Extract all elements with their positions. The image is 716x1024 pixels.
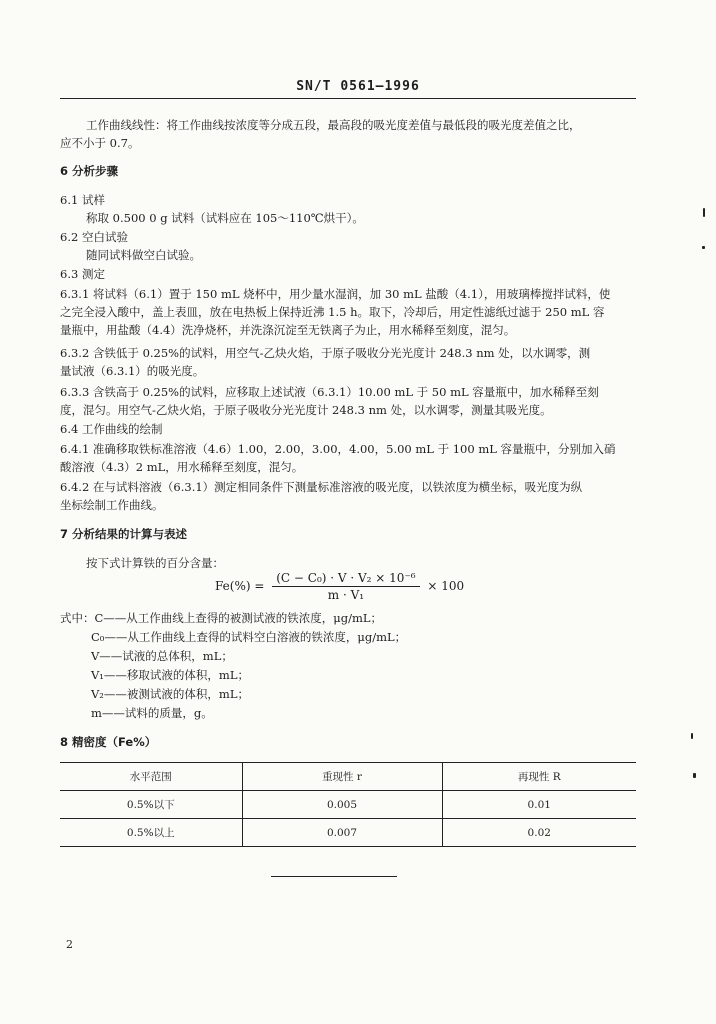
formula-def-v2: V₂——被测试液的体积，mL； — [91, 687, 249, 701]
scan-speck — [693, 773, 696, 778]
section-6-2-title: 6.2 空白试验 — [60, 230, 128, 244]
section-6-4-2-line-2: 坐标绘制工作曲线。 — [60, 498, 164, 512]
section-6-1-text: 称取 0.500 0 g 试料（试料应在 105～110℃烘干）。 — [86, 211, 364, 225]
table-cell: 0.5%以下 — [60, 791, 242, 819]
header-level-range: 水平范围 — [60, 763, 242, 791]
table-header-row — [60, 763, 636, 791]
scan-speck — [703, 208, 705, 217]
formula-def-v1: V₁——移取试液的体积，mL； — [91, 668, 249, 682]
table-row — [60, 819, 636, 847]
formula-denominator: m · V₁ — [327, 588, 365, 602]
section-6-1-title: 6.1 试样 — [60, 193, 105, 207]
section-6-3-2-line-1: 6.3.2 含铁低于 0.25%的试料，用空气-乙炔火焰，于原子吸收分光光度计 248.3 nm 处，以水调零，测 — [60, 346, 591, 360]
page-number: 2 — [66, 938, 73, 951]
table-cell: 0.007 — [242, 819, 442, 847]
section-6-4-2-line-1: 6.4.2 在与试料溶液（6.3.1）测定相同条件下测量标准溶液的吸光度，以铁浓度为横坐标，吸光度为纵 — [60, 480, 583, 494]
section-6-title: 6 分析步骤 — [60, 164, 119, 178]
intro-line-1: 工作曲线线性：将工作曲线按浓度等分成五段，最高段的吸光度差值与最低段的吸光度差值之比， — [86, 118, 581, 132]
section-7-title: 7 分析结果的计算与表述 — [60, 527, 188, 541]
section-6-2-text: 随同试料做空白试验。 — [86, 248, 201, 262]
header-reproducibility: 再现性 R — [442, 763, 636, 791]
table-row — [60, 791, 636, 819]
section-6-3-3-line-1: 6.3.3 含铁高于 0.25%的试料，应移取上述试液（6.3.1）10.00 mL 于 50 mL 容量瓶中，加水稀释至刻 — [60, 385, 599, 399]
formula-numerator: (C − C₀) · V · V₂ × 10⁻⁶ — [272, 571, 419, 587]
section-6-4-1-line-2: 酸溶液（4.3）2 mL，用水稀释至刻度，混匀。 — [60, 460, 304, 474]
intro-line-2: 应不小于 0.7。 — [60, 136, 140, 150]
header-repeatability: 重现性 r — [242, 763, 442, 791]
standard-code-header: SN/T 0561—1996 — [296, 79, 420, 94]
section-6-3-title: 6.3 测定 — [60, 267, 105, 281]
section-6-4-1-line-1: 6.4.1 准确移取铁标准溶液（4.6）1.00，2.00，3.00，4.00，5.00 mL 于 100 mL 容量瓶中，分别加入硝 — [60, 442, 616, 456]
section-6-3-1-line-3: 量瓶中，用盐酸（4.4）洗净烧杯，并洗涤沉淀至无铁离子为止，用水稀释至刻度，混匀。 — [60, 323, 516, 337]
section-6-3-1-line-2: 之完全浸入酸中，盖上表皿，放在电热板上保持近沸 1.5 h。取下，冷却后，用定性滤纸过滤于 250 mL 容 — [60, 305, 605, 319]
scan-speck — [702, 246, 705, 249]
table-cell: 0.5%以上 — [60, 819, 242, 847]
table-cell: 0.01 — [442, 791, 636, 819]
section-6-3-3-line-2: 度，混匀。用空气-乙炔火焰，于原子吸收分光光度计 248.3 nm 处，以水调零，测量其吸光度。 — [60, 403, 552, 417]
section-6-3-1-line-1: 6.3.1 将试料（6.1）置于 150 mL 烧杯中，用少量水湿润，加 30 mL 盐酸（4.1），用玻璃棒搅拌试料，使 — [60, 287, 611, 301]
section-8-title: 8 精密度（Fe%） — [60, 735, 157, 749]
precision-table — [60, 762, 636, 847]
section-7-lead: 按下式计算铁的百分含量： — [86, 556, 224, 570]
formula-def-c0: C₀——从工作曲线上查得的试料空白溶液的铁浓度，μg/mL； — [91, 630, 407, 644]
end-rule — [271, 876, 397, 877]
formula-tail: × 100 — [427, 579, 465, 593]
formula-fraction — [272, 571, 419, 602]
table-cell: 0.02 — [442, 819, 636, 847]
formula-lhs: Fe(%) = — [215, 579, 265, 593]
iron-percent-formula — [215, 571, 464, 602]
formula-def-m: m——试料的质量，g。 — [91, 706, 213, 720]
scan-speck — [691, 733, 693, 739]
table-cell: 0.005 — [242, 791, 442, 819]
formula-def-c: 式中：C——从工作曲线上查得的被测试液的铁浓度，μg/mL； — [60, 611, 383, 625]
section-6-3-2-line-2: 量试液（6.3.1）的吸光度。 — [60, 364, 205, 378]
header-rule — [60, 98, 636, 99]
section-6-4-title: 6.4 工作曲线的绘制 — [60, 422, 163, 436]
formula-def-v: V——试液的总体积，mL； — [91, 649, 233, 663]
